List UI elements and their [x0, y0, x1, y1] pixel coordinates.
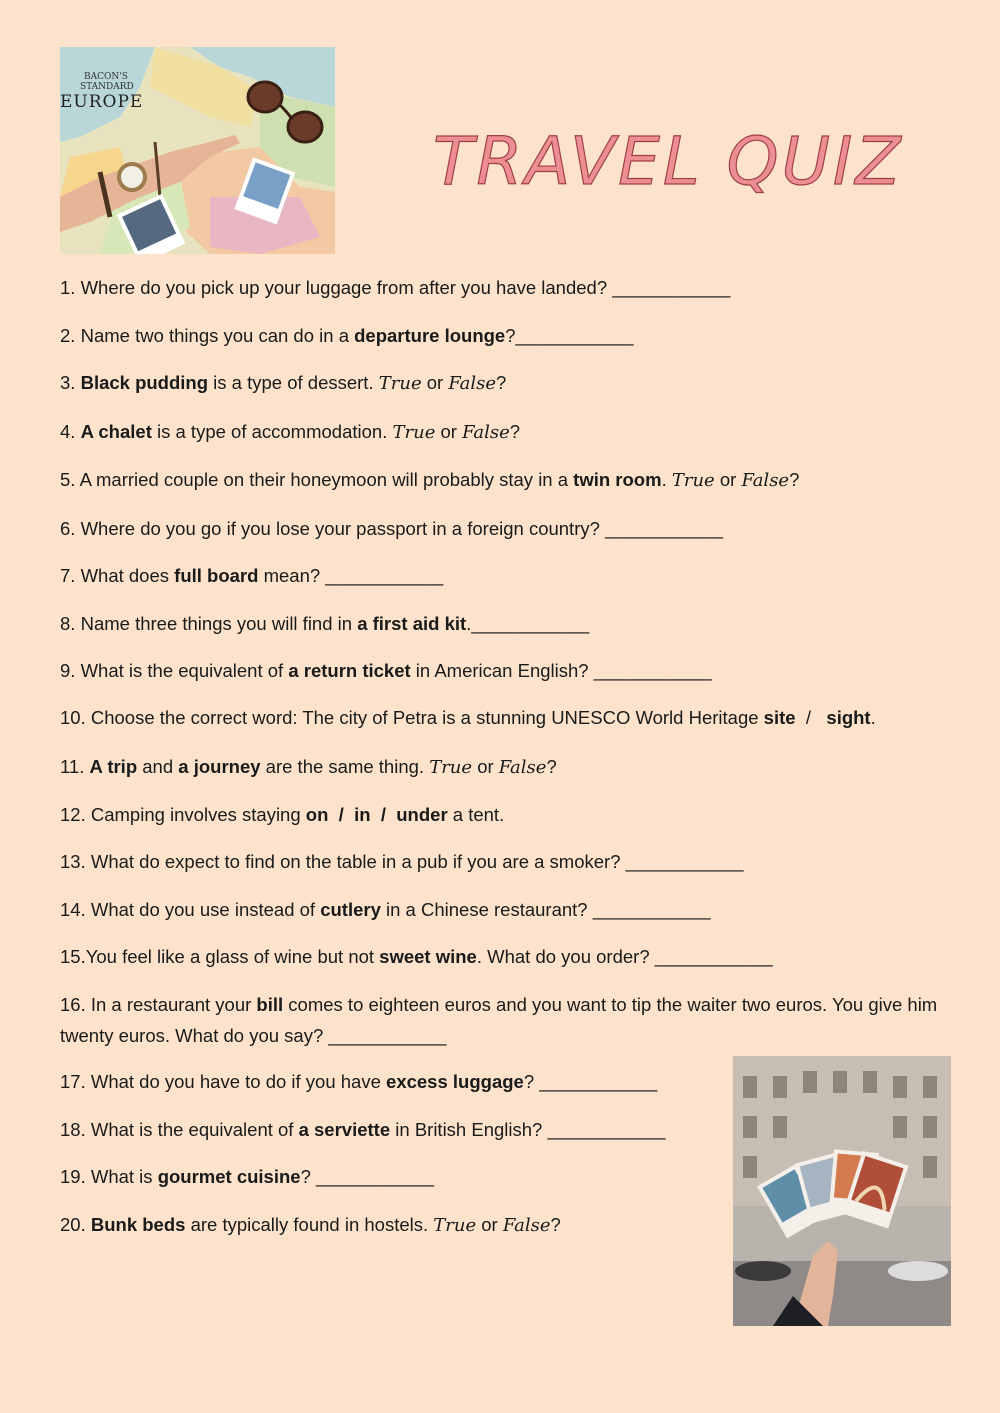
question-20: 20. Bunk beds are typically found in hostels. True or False? — [60, 1214, 561, 1236]
answer-blank: ____________ — [654, 946, 773, 967]
question-16: 16. In a restaurant your bill comes to eighteen euros and you want to tip the waiter two euros. You give him twenty euros. What do you say? ____________ — [60, 994, 938, 1046]
answer-blank: ____________ — [539, 1071, 657, 1092]
quiz-title-text: TRAVEL QUIZ — [433, 123, 903, 198]
answer-blank: ____________ — [547, 1119, 665, 1140]
answer-blank: ____________ — [471, 613, 589, 634]
question-19: 19. What is gourmet cuisine? ____________ — [60, 1166, 434, 1187]
answer-blank: ____________ — [328, 1025, 446, 1046]
quiz-title — [433, 118, 903, 198]
answer-blank: ____________ — [625, 851, 744, 872]
answer-blank: ____________ — [316, 1166, 434, 1187]
question-4: 4. A chalet is a type of accommodation. True or False? — [60, 421, 521, 443]
question-18: 18. What is the equivalent of a serviette in British English? ____________ — [60, 1119, 665, 1140]
answer-blank: ____________ — [515, 325, 633, 346]
question-1: 1. Where do you pick up your luggage from after you have landed? ____________ — [60, 277, 730, 298]
question-7: 7. What does full board mean? ____________ — [60, 565, 443, 586]
question-5: 5. A married couple on their honeymoon will probably stay in a twin room. True or False? — [60, 469, 800, 491]
answer-blank: ____________ — [592, 899, 711, 920]
question-11: 11. A trip and a journey are the same thing. True or False? — [60, 756, 557, 778]
map-title-small: BACON'S — [84, 72, 128, 82]
question-14: 14. What do you use instead of cutlery in a Chinese restaurant? ____________ — [60, 899, 711, 920]
map-photo-illustration — [60, 47, 335, 254]
question-12: 12. Camping involves staying on / in / under a tent. — [60, 804, 505, 825]
answer-blank: ____________ — [612, 277, 730, 298]
question-17: 17. What do you have to do if you have excess luggage? ____________ — [60, 1071, 657, 1092]
question-9: 9. What is the equivalent of a return ticket in American English? ____________ — [60, 660, 712, 681]
answer-blank: ____________ — [605, 518, 723, 539]
question-2: 2. Name two things you can do in a departure lounge?____________ — [60, 325, 633, 346]
map-title: EUROPE — [60, 92, 144, 112]
question-8: 8. Name three things you will find in a first aid kit.____________ — [60, 613, 589, 634]
answer-blank: ____________ — [325, 565, 443, 586]
question-13: 13. What do expect to find on the table in a pub if you are a smoker? ____________ — [60, 851, 744, 872]
question-6: 6. Where do you go if you lose your passport in a foreign country? ____________ — [60, 518, 723, 539]
question-15: 15.You feel like a glass of wine but not sweet wine. What do you order? ____________ — [60, 946, 773, 967]
map-title-small-2: STANDARD — [80, 82, 134, 92]
map-photo — [60, 47, 335, 254]
answer-blank: ____________ — [593, 660, 712, 681]
street-photo — [733, 1056, 951, 1326]
street-photo-illustration — [733, 1056, 951, 1326]
question-3: 3. Black pudding is a type of dessert. True or False? — [60, 372, 507, 394]
question-10: 10. Choose the correct word: The city of Petra is a stunning UNESCO World Heritage site / sight. — [60, 707, 876, 728]
